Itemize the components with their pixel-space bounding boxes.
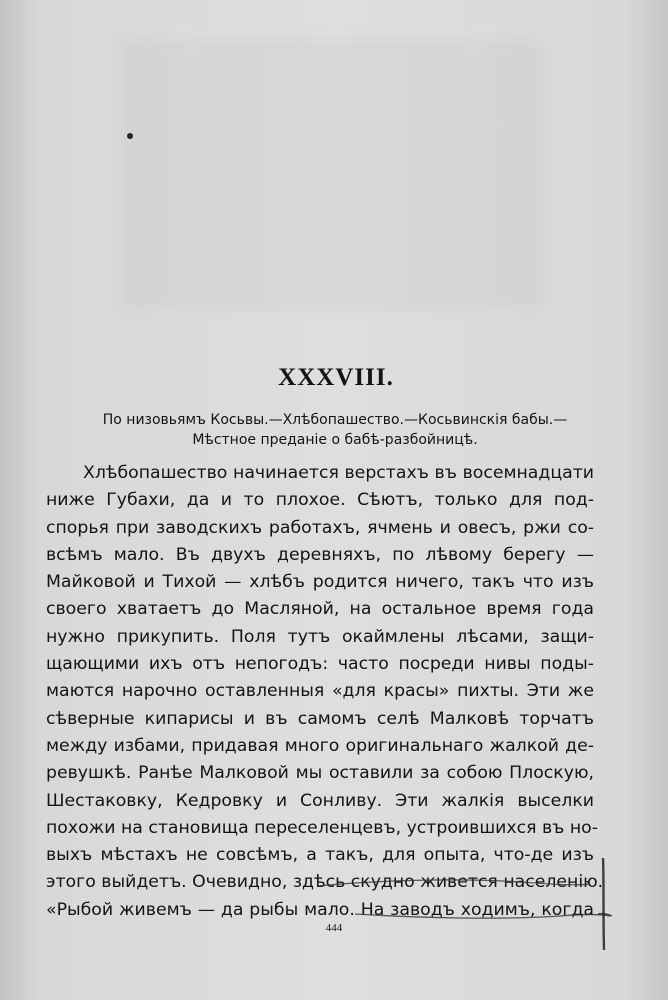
body-line: всѣмъ мало. Въ двухъ деревняхъ, по лѣвому берегу —	[46, 544, 594, 565]
summary-line: По низовьямъ Косьвы.—Хлѣбопашество.—Косьвинскія бабы.—	[102, 412, 568, 428]
ink-dot	[127, 133, 133, 139]
body-text	[46, 460, 604, 924]
body-line: «Рыбой живемъ — да рыбы мало. На заводъ ходимъ, когда	[46, 899, 594, 920]
chapter-heading: XXXVIII.	[278, 364, 394, 391]
show-through-shadow	[120, 40, 540, 310]
body-line: Майковой и Тихой — хлѣбъ родится ничего, такъ что изъ	[46, 572, 594, 593]
body-line: Шестаковку, Кедровку и Сонливу. Эти жалкія выселки	[46, 790, 594, 811]
pencil-margin-stroke	[598, 914, 612, 916]
chapter-summary	[80, 410, 590, 450]
page-number: 444	[325, 922, 343, 934]
body-line: щающими ихъ отъ непогодъ: часто посреди нивы поды-	[46, 654, 594, 675]
body-line: сѣверные кипарисы и въ самомъ селѣ Малковѣ торчатъ	[46, 708, 594, 729]
body-line: своего хватаетъ до Масляной, на остальное время года	[46, 599, 594, 620]
body-line: выхъ мѣстахъ не совсѣмъ, а такъ, для опыта, что-де изъ	[46, 845, 594, 866]
body-line: Хлѣбопашество начинается верстахъ въ восемнадцати	[83, 463, 594, 483]
body-line: этого выйдетъ. Очевидно, здѣсь скудно живется населенію.	[46, 872, 604, 893]
body-line: между избами, придавая много оригинальнаго жалкой де-	[46, 735, 594, 756]
body-line: ревушкѣ. Ранѣе Малковой мы оставили за собою Плоскую,	[46, 763, 594, 784]
body-line: похожи на становища переселенцевъ, устроившихся въ но-	[46, 817, 598, 838]
body-line: маются нарочно оставленныя «для красы» пихты. Эти же	[46, 681, 594, 702]
body-line: ниже Губахи, да и то плохое. Сѣютъ, только для под-	[46, 490, 594, 511]
body-line: спорья при заводскихъ работахъ, ячмень и овесъ, ржи со-	[46, 517, 594, 538]
pencil-margin-stroke	[603, 858, 604, 950]
body-line: нужно прикупить. Поля тутъ окаймлены лѣсами, защи-	[46, 626, 594, 647]
summary-line: Мѣстное преданіе о бабѣ-разбойницѣ.	[192, 432, 478, 448]
